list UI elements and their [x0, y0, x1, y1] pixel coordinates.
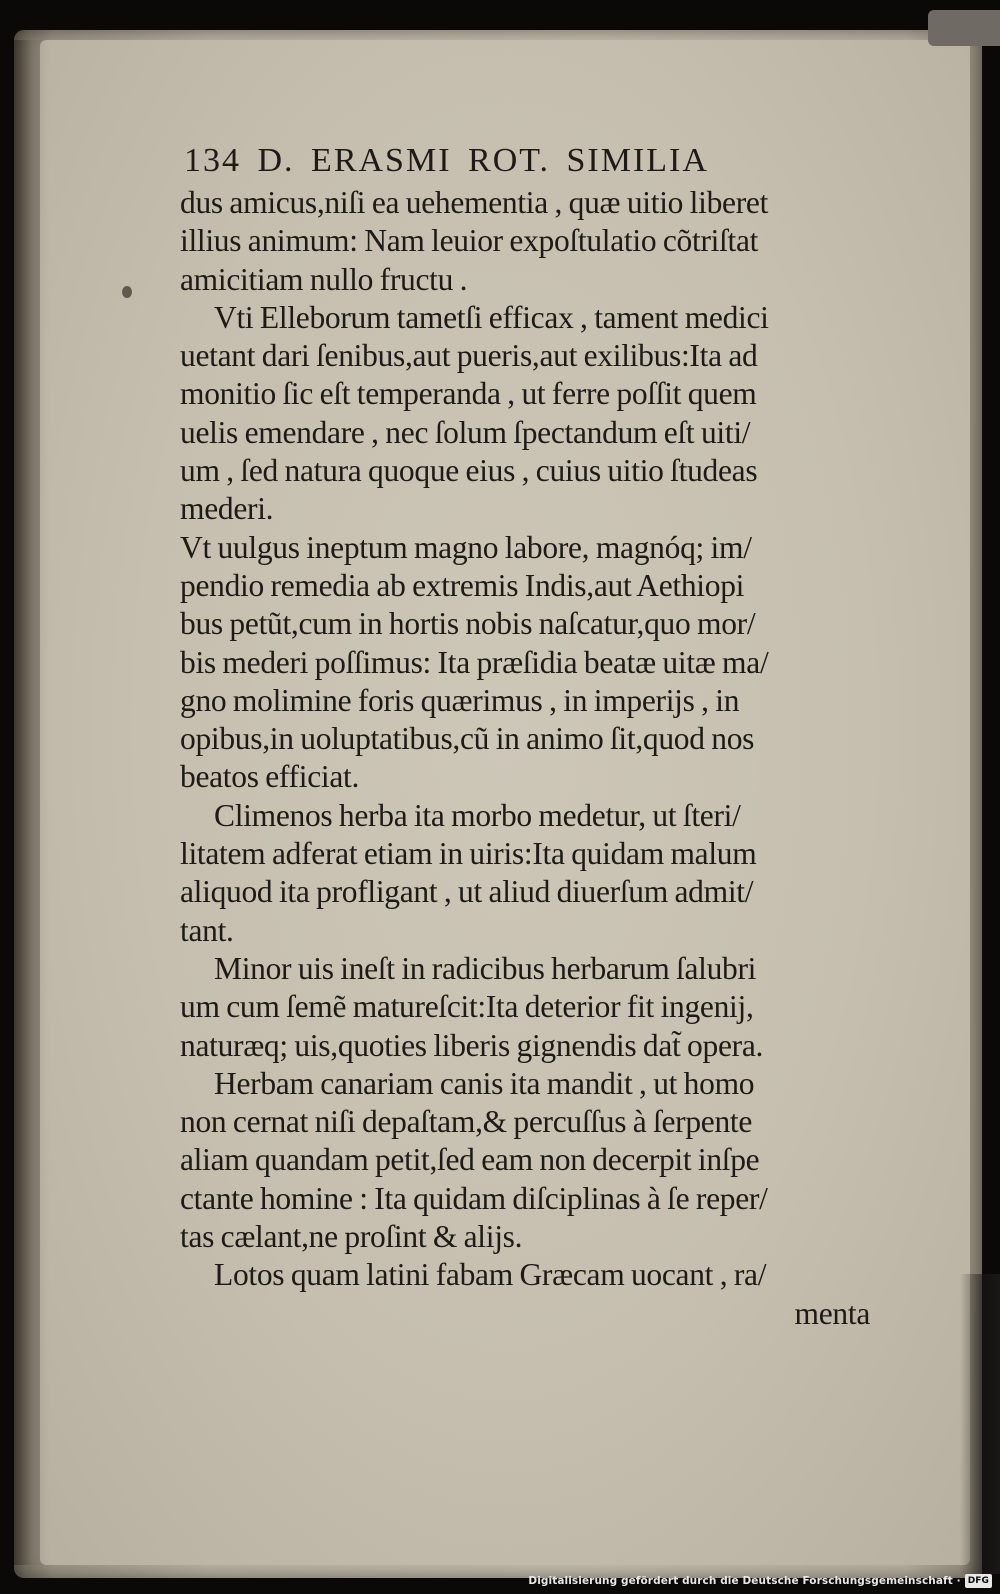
text-line: amicitiam nullo fructu .	[180, 261, 468, 297]
text-line: beatos efficiat.	[180, 759, 360, 795]
text-line: Minor uis ineſt in radicibus herbarum ſalubri	[214, 950, 757, 986]
text-line: mederi.	[180, 491, 274, 527]
text-line: um , ſed natura quoque eius , cuius uitio ſtudeas	[180, 453, 758, 489]
text-line: non cernat niſi depaſtam,& percuſſus à ſerpente	[180, 1104, 753, 1140]
text-line: Vt uulgus ineptum magno labore, magnóq; im/	[180, 529, 752, 565]
text-line: Herbam canariam canis ita mandit , ut homo	[214, 1065, 755, 1101]
text-line: um cum ſemẽ matureſcit:Ita deterior fit ingenij,	[180, 989, 754, 1025]
page-edge-shadow	[960, 1274, 1000, 1574]
text-line: Vti Elleborum tametſi efficax , tament medici	[214, 299, 769, 335]
text-line: illius animum: Nam leuior expoſtulatio cõtriſtat	[180, 223, 759, 259]
text-line: gno molimine foris quærimus , in imperijs , in	[180, 682, 740, 718]
text-line: Lotos quam latini fabam Græcam uocant , ra/	[214, 1257, 767, 1293]
text-line: litatem adferat etiam in uiris:Ita quidam malum	[180, 836, 757, 872]
text-line: uelis emendare , nec ſolum ſpectandum eſt uiti/	[180, 414, 751, 450]
digitization-credit	[528, 1572, 992, 1590]
text-line: Climenos herba ita morbo medetur, ut ſteri/	[214, 797, 741, 833]
text-line: tant.	[180, 912, 234, 948]
ink-mark	[122, 286, 132, 298]
text-line: tas cælant,ne proſint & alijs.	[180, 1219, 523, 1255]
credit-text: Digitalisierung gefördert durch die Deutsche Forschungsgemeinschaft ·	[528, 1575, 961, 1587]
text-line: dus amicus,niſi ea uehementia , quæ uitio liberet	[180, 185, 769, 220]
text-line: bis mederi poſſimus: Ita præſidia beatæ uitæ ma/	[180, 644, 769, 680]
text-line: bus petũt,cum in hortis nobis naſcatur,quo mor/	[180, 606, 756, 642]
spine-shadow	[14, 40, 50, 1565]
text-line: monitio ſic eſt temperanda , ut ferre poſſit quem	[180, 376, 757, 412]
text-line: uetant dari ſenibus,aut pueris,aut exilibus:Ita ad	[180, 338, 758, 374]
text-line: pendio remedia ab extremis Indis,aut Aethiopi	[180, 567, 745, 603]
text-line: aliam quandam petit,ſed eam non decerpit inſpe	[180, 1142, 760, 1178]
catchword: menta	[794, 1295, 870, 1331]
text-line: ctante homine : Ita quidam diſciplinas à ſe reper/	[180, 1180, 768, 1216]
text-line: aliquod ita profligant , ut aliud diuerſum admit/	[180, 874, 754, 910]
page-text	[180, 138, 880, 1333]
dfg-logo: DFG	[965, 1574, 992, 1588]
text-line: naturæq; uis,quoties liberis gignendis dat̃ opera.	[180, 1027, 764, 1063]
page-tab-corner	[928, 10, 1000, 46]
text-line: opibus,in uoluptatibus,cũ in animo ſit,quod nos	[180, 721, 755, 757]
running-head: 134 D. ERASMI ROT. SIMILIA	[184, 142, 709, 179]
